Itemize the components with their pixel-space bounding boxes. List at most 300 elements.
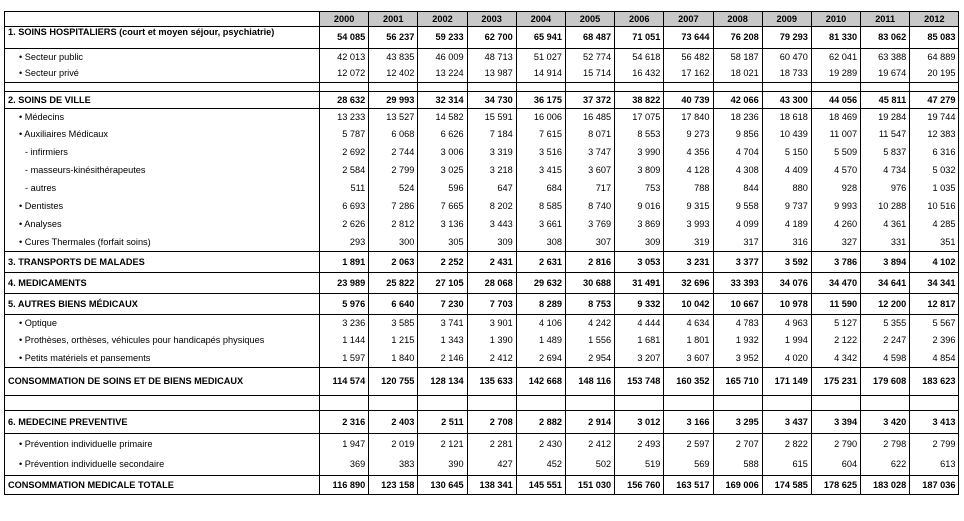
- spacer-cell: [910, 396, 959, 411]
- year-header: 2011: [861, 12, 910, 27]
- value-cell: 46 009: [418, 49, 467, 66]
- value-cell: 10 042: [664, 294, 713, 315]
- spacer-cell: [861, 396, 910, 411]
- value-cell: 156 760: [615, 476, 664, 495]
- value-cell: 300: [369, 234, 418, 252]
- table-row: [5, 332, 959, 350]
- value-cell: 4 783: [713, 315, 762, 332]
- value-cell: 1 489: [516, 332, 565, 350]
- value-cell: 175 231: [811, 368, 860, 396]
- value-cell: 2 790: [811, 434, 860, 455]
- value-cell: 11 547: [861, 126, 910, 144]
- value-cell: 3 218: [467, 162, 516, 180]
- value-cell: 976: [861, 180, 910, 198]
- value-cell: 317: [713, 234, 762, 252]
- spacer-cell: [910, 83, 959, 92]
- table-row: [5, 252, 959, 273]
- value-cell: 1 932: [713, 332, 762, 350]
- value-cell: 9 332: [615, 294, 664, 315]
- value-cell: 79 293: [762, 27, 811, 49]
- value-cell: 4 854: [910, 350, 959, 368]
- table-row: [5, 109, 959, 126]
- value-cell: 4 598: [861, 350, 910, 368]
- value-cell: 4 106: [516, 315, 565, 332]
- spacer-cell: [369, 396, 418, 411]
- row-label: • Secteur public: [5, 49, 320, 66]
- value-cell: 3 006: [418, 144, 467, 162]
- value-cell: 33 393: [713, 273, 762, 294]
- value-cell: 37 372: [565, 92, 614, 109]
- value-cell: 1 840: [369, 350, 418, 368]
- data-table-container: [4, 11, 959, 495]
- value-cell: 3 901: [467, 315, 516, 332]
- value-cell: 3 377: [713, 252, 762, 273]
- value-cell: 3 207: [615, 350, 664, 368]
- value-cell: 64 889: [910, 49, 959, 66]
- value-cell: 25 822: [369, 273, 418, 294]
- value-cell: 29 632: [516, 273, 565, 294]
- year-header: 2003: [467, 12, 516, 27]
- value-cell: 13 233: [320, 109, 369, 126]
- value-cell: 1 556: [565, 332, 614, 350]
- value-cell: 524: [369, 180, 418, 198]
- value-cell: 8 202: [467, 198, 516, 216]
- value-cell: 48 713: [467, 49, 516, 66]
- spacer-cell: [516, 83, 565, 92]
- value-cell: 18 469: [811, 109, 860, 126]
- value-cell: 613: [910, 455, 959, 476]
- value-cell: 8 071: [565, 126, 614, 144]
- value-cell: 20 195: [910, 66, 959, 83]
- row-label: • Auxiliaires Médicaux: [5, 126, 320, 144]
- value-cell: 4 342: [811, 350, 860, 368]
- value-cell: 17 075: [615, 109, 664, 126]
- value-cell: 2 882: [516, 411, 565, 434]
- value-cell: 1 035: [910, 180, 959, 198]
- value-cell: 2 954: [565, 350, 614, 368]
- value-cell: 63 388: [861, 49, 910, 66]
- value-cell: 309: [467, 234, 516, 252]
- value-cell: 28 632: [320, 92, 369, 109]
- value-cell: 2 316: [320, 411, 369, 434]
- value-cell: 3 869: [615, 216, 664, 234]
- value-cell: 1 891: [320, 252, 369, 273]
- value-cell: 16 006: [516, 109, 565, 126]
- row-label: - infirmiers: [5, 144, 320, 162]
- row-label: • Prothèses, orthèses, véhicules pour handicapés physiques: [5, 332, 320, 350]
- row-label: 4. MEDICAMENTS: [5, 273, 320, 294]
- value-cell: 327: [811, 234, 860, 252]
- spacer-cell: [762, 396, 811, 411]
- value-cell: 1 215: [369, 332, 418, 350]
- value-cell: 1 947: [320, 434, 369, 455]
- value-cell: 5 355: [861, 315, 910, 332]
- row-label: • Optique: [5, 315, 320, 332]
- value-cell: 56 237: [369, 27, 418, 49]
- value-cell: 18 021: [713, 66, 762, 83]
- value-cell: 54 085: [320, 27, 369, 49]
- value-cell: 17 840: [664, 109, 713, 126]
- value-cell: 9 856: [713, 126, 762, 144]
- value-cell: 5 787: [320, 126, 369, 144]
- row-label: 6. MEDECINE PREVENTIVE: [5, 411, 320, 434]
- spacer-cell: [713, 83, 762, 92]
- value-cell: 7 665: [418, 198, 467, 216]
- year-header: 2006: [615, 12, 664, 27]
- value-cell: 9 737: [762, 198, 811, 216]
- value-cell: 2 799: [910, 434, 959, 455]
- value-cell: 596: [418, 180, 467, 198]
- value-cell: 34 341: [910, 273, 959, 294]
- value-cell: 4 704: [713, 144, 762, 162]
- value-cell: 3 415: [516, 162, 565, 180]
- value-cell: 13 224: [418, 66, 467, 83]
- row-label: CONSOMMATION MEDICALE TOTALE: [5, 476, 320, 495]
- value-cell: 2 252: [418, 252, 467, 273]
- value-cell: 120 755: [369, 368, 418, 396]
- value-cell: 2 799: [369, 162, 418, 180]
- value-cell: 3 166: [664, 411, 713, 434]
- value-cell: 615: [762, 455, 811, 476]
- value-cell: 2 247: [861, 332, 910, 350]
- value-cell: 8 753: [565, 294, 614, 315]
- value-cell: 3 993: [664, 216, 713, 234]
- value-cell: 5 509: [811, 144, 860, 162]
- value-cell: 844: [713, 180, 762, 198]
- table-row: [5, 315, 959, 332]
- value-cell: 10 288: [861, 198, 910, 216]
- value-cell: 16 432: [615, 66, 664, 83]
- value-cell: 45 811: [861, 92, 910, 109]
- value-cell: 319: [664, 234, 713, 252]
- value-cell: 4 409: [762, 162, 811, 180]
- table-row: [5, 476, 959, 495]
- value-cell: 153 748: [615, 368, 664, 396]
- value-cell: 29 993: [369, 92, 418, 109]
- row-label: • Prévention individuelle primaire: [5, 434, 320, 455]
- value-cell: 43 300: [762, 92, 811, 109]
- value-cell: 717: [565, 180, 614, 198]
- value-cell: 9 558: [713, 198, 762, 216]
- row-label: • Secteur privé: [5, 66, 320, 83]
- value-cell: 1 597: [320, 350, 369, 368]
- value-cell: 2 798: [861, 434, 910, 455]
- value-cell: 427: [467, 455, 516, 476]
- value-cell: 1 681: [615, 332, 664, 350]
- value-cell: 2 019: [369, 434, 418, 455]
- value-cell: 3 809: [615, 162, 664, 180]
- value-cell: 15 591: [467, 109, 516, 126]
- row-label: • Cures Thermales (forfait soins): [5, 234, 320, 252]
- value-cell: 3 661: [516, 216, 565, 234]
- value-cell: 305: [418, 234, 467, 252]
- row-label: CONSOMMATION DE SOINS ET DE BIENS MEDICAUX: [5, 368, 320, 396]
- spacer-cell: [5, 83, 320, 92]
- health-expenditure-table: [4, 11, 959, 495]
- value-cell: 179 608: [861, 368, 910, 396]
- value-cell: 4 444: [615, 315, 664, 332]
- value-cell: 2 511: [418, 411, 467, 434]
- value-cell: 3 053: [615, 252, 664, 273]
- value-cell: 12 200: [861, 294, 910, 315]
- value-cell: 3 319: [467, 144, 516, 162]
- value-cell: 3 786: [811, 252, 860, 273]
- value-cell: 19 284: [861, 109, 910, 126]
- row-label: • Analyses: [5, 216, 320, 234]
- year-header: 2002: [418, 12, 467, 27]
- table-body: [5, 27, 959, 495]
- year-header: 2012: [910, 12, 959, 27]
- value-cell: 647: [467, 180, 516, 198]
- value-cell: 928: [811, 180, 860, 198]
- value-cell: 65 941: [516, 27, 565, 49]
- value-cell: 9 315: [664, 198, 713, 216]
- value-cell: 9 273: [664, 126, 713, 144]
- row-label: • Prévention individuelle secondaire: [5, 455, 320, 476]
- value-cell: 12 383: [910, 126, 959, 144]
- value-cell: 18 236: [713, 109, 762, 126]
- row-label: - masseurs-kinésithérapeutes: [5, 162, 320, 180]
- value-cell: 19 674: [861, 66, 910, 83]
- value-cell: 11 590: [811, 294, 860, 315]
- value-cell: 6 316: [910, 144, 959, 162]
- value-cell: 18 618: [762, 109, 811, 126]
- value-cell: 183 623: [910, 368, 959, 396]
- value-cell: 622: [861, 455, 910, 476]
- header-row: [5, 12, 959, 27]
- value-cell: 13 527: [369, 109, 418, 126]
- year-header: 2004: [516, 12, 565, 27]
- table-row: [5, 368, 959, 396]
- value-cell: 1 994: [762, 332, 811, 350]
- spacer-cell: [664, 83, 713, 92]
- value-cell: 307: [565, 234, 614, 252]
- value-cell: 10 978: [762, 294, 811, 315]
- value-cell: 2 914: [565, 411, 614, 434]
- value-cell: 293: [320, 234, 369, 252]
- year-header: 2010: [811, 12, 860, 27]
- value-cell: 165 710: [713, 368, 762, 396]
- spacer-cell: [516, 396, 565, 411]
- value-cell: 40 739: [664, 92, 713, 109]
- value-cell: 4 102: [910, 252, 959, 273]
- value-cell: 2 493: [615, 434, 664, 455]
- value-cell: 42 066: [713, 92, 762, 109]
- value-cell: 4 128: [664, 162, 713, 180]
- value-cell: 511: [320, 180, 369, 198]
- value-cell: 58 187: [713, 49, 762, 66]
- value-cell: 4 189: [762, 216, 811, 234]
- row-label: 3. TRANSPORTS DE MALADES: [5, 252, 320, 273]
- value-cell: 2 626: [320, 216, 369, 234]
- value-cell: 5 127: [811, 315, 860, 332]
- value-cell: 3 394: [811, 411, 860, 434]
- value-cell: 309: [615, 234, 664, 252]
- value-cell: 54 618: [615, 49, 664, 66]
- value-cell: 9 993: [811, 198, 860, 216]
- value-cell: 13 987: [467, 66, 516, 83]
- value-cell: 3 607: [664, 350, 713, 368]
- value-cell: 1 390: [467, 332, 516, 350]
- value-cell: 4 020: [762, 350, 811, 368]
- table-row: [5, 27, 959, 49]
- value-cell: 34 641: [861, 273, 910, 294]
- value-cell: 4 963: [762, 315, 811, 332]
- value-cell: 5 150: [762, 144, 811, 162]
- value-cell: 2 694: [516, 350, 565, 368]
- table-row: [5, 92, 959, 109]
- year-header: 2001: [369, 12, 418, 27]
- spacer-cell: [565, 83, 614, 92]
- value-cell: 7 286: [369, 198, 418, 216]
- table-row: [5, 198, 959, 216]
- value-cell: 2 584: [320, 162, 369, 180]
- value-cell: 2 412: [467, 350, 516, 368]
- value-cell: 2 812: [369, 216, 418, 234]
- value-cell: 14 582: [418, 109, 467, 126]
- value-cell: 2 412: [565, 434, 614, 455]
- value-cell: 351: [910, 234, 959, 252]
- row-label: • Petits matériels et pansements: [5, 350, 320, 368]
- value-cell: 14 914: [516, 66, 565, 83]
- value-cell: 5 567: [910, 315, 959, 332]
- value-cell: 12 817: [910, 294, 959, 315]
- value-cell: 753: [615, 180, 664, 198]
- value-cell: 3 952: [713, 350, 762, 368]
- year-header: 2000: [320, 12, 369, 27]
- value-cell: 27 105: [418, 273, 467, 294]
- table-row: [5, 216, 959, 234]
- value-cell: 2 692: [320, 144, 369, 162]
- year-header: 2008: [713, 12, 762, 27]
- spacer-cell: [5, 396, 320, 411]
- value-cell: 8 289: [516, 294, 565, 315]
- value-cell: 43 835: [369, 49, 418, 66]
- value-cell: 187 036: [910, 476, 959, 495]
- value-cell: 2 816: [565, 252, 614, 273]
- spacer-cell: [369, 83, 418, 92]
- row-label: • Dentistes: [5, 198, 320, 216]
- value-cell: 2 063: [369, 252, 418, 273]
- value-cell: 8 553: [615, 126, 664, 144]
- value-cell: 10 439: [762, 126, 811, 144]
- value-cell: 34 730: [467, 92, 516, 109]
- value-cell: 4 242: [565, 315, 614, 332]
- value-cell: 3 420: [861, 411, 910, 434]
- value-cell: 2 430: [516, 434, 565, 455]
- value-cell: 390: [418, 455, 467, 476]
- value-cell: 3 607: [565, 162, 614, 180]
- value-cell: 2 708: [467, 411, 516, 434]
- spacer-cell: [615, 83, 664, 92]
- value-cell: 2 146: [418, 350, 467, 368]
- year-header: 2009: [762, 12, 811, 27]
- spacer-cell: [811, 83, 860, 92]
- spacer-cell: [861, 83, 910, 92]
- value-cell: 4 734: [861, 162, 910, 180]
- table-row: [5, 162, 959, 180]
- value-cell: 56 482: [664, 49, 713, 66]
- value-cell: 32 314: [418, 92, 467, 109]
- value-cell: 8 585: [516, 198, 565, 216]
- value-cell: 7 230: [418, 294, 467, 315]
- value-cell: 6 693: [320, 198, 369, 216]
- value-cell: 59 233: [418, 27, 467, 49]
- value-cell: 174 585: [762, 476, 811, 495]
- value-cell: 47 279: [910, 92, 959, 109]
- value-cell: 6 640: [369, 294, 418, 315]
- spacer-cell: [565, 396, 614, 411]
- value-cell: 10 516: [910, 198, 959, 216]
- value-cell: 81 330: [811, 27, 860, 49]
- value-cell: 1 801: [664, 332, 713, 350]
- value-cell: 7 184: [467, 126, 516, 144]
- value-cell: 604: [811, 455, 860, 476]
- value-cell: 31 491: [615, 273, 664, 294]
- value-cell: 19 744: [910, 109, 959, 126]
- value-cell: 4 361: [861, 216, 910, 234]
- value-cell: 4 308: [713, 162, 762, 180]
- value-cell: 148 116: [565, 368, 614, 396]
- value-cell: 2 121: [418, 434, 467, 455]
- table-row: [5, 434, 959, 455]
- value-cell: 83 062: [861, 27, 910, 49]
- value-cell: 145 551: [516, 476, 565, 495]
- value-cell: 3 592: [762, 252, 811, 273]
- value-cell: 369: [320, 455, 369, 476]
- value-cell: 85 083: [910, 27, 959, 49]
- value-cell: 2 431: [467, 252, 516, 273]
- value-cell: 3 437: [762, 411, 811, 434]
- value-cell: 183 028: [861, 476, 910, 495]
- value-cell: 3 585: [369, 315, 418, 332]
- value-cell: 1 343: [418, 332, 467, 350]
- table-row: [5, 144, 959, 162]
- value-cell: 2 403: [369, 411, 418, 434]
- value-cell: 3 769: [565, 216, 614, 234]
- row-label: 1. SOINS HOSPITALIERS (court et moyen séjour, psychiatrie): [5, 27, 320, 49]
- value-cell: 16 485: [565, 109, 614, 126]
- value-cell: 3 136: [418, 216, 467, 234]
- value-cell: 3 516: [516, 144, 565, 162]
- value-cell: 3 741: [418, 315, 467, 332]
- row-label: - autres: [5, 180, 320, 198]
- value-cell: 684: [516, 180, 565, 198]
- value-cell: 3 990: [615, 144, 664, 162]
- value-cell: 308: [516, 234, 565, 252]
- value-cell: 76 208: [713, 27, 762, 49]
- value-cell: 116 890: [320, 476, 369, 495]
- value-cell: 160 352: [664, 368, 713, 396]
- value-cell: 178 625: [811, 476, 860, 495]
- value-cell: 12 072: [320, 66, 369, 83]
- spacer-cell: [467, 83, 516, 92]
- value-cell: 36 175: [516, 92, 565, 109]
- value-cell: 331: [861, 234, 910, 252]
- value-cell: 502: [565, 455, 614, 476]
- value-cell: 3 747: [565, 144, 614, 162]
- table-row: [5, 126, 959, 144]
- row-label: • Médecins: [5, 109, 320, 126]
- value-cell: 34 470: [811, 273, 860, 294]
- value-cell: 2 122: [811, 332, 860, 350]
- table-row: [5, 66, 959, 83]
- value-cell: 52 774: [565, 49, 614, 66]
- value-cell: 38 822: [615, 92, 664, 109]
- value-cell: 114 574: [320, 368, 369, 396]
- value-cell: 62 041: [811, 49, 860, 66]
- spacer-cell: [467, 396, 516, 411]
